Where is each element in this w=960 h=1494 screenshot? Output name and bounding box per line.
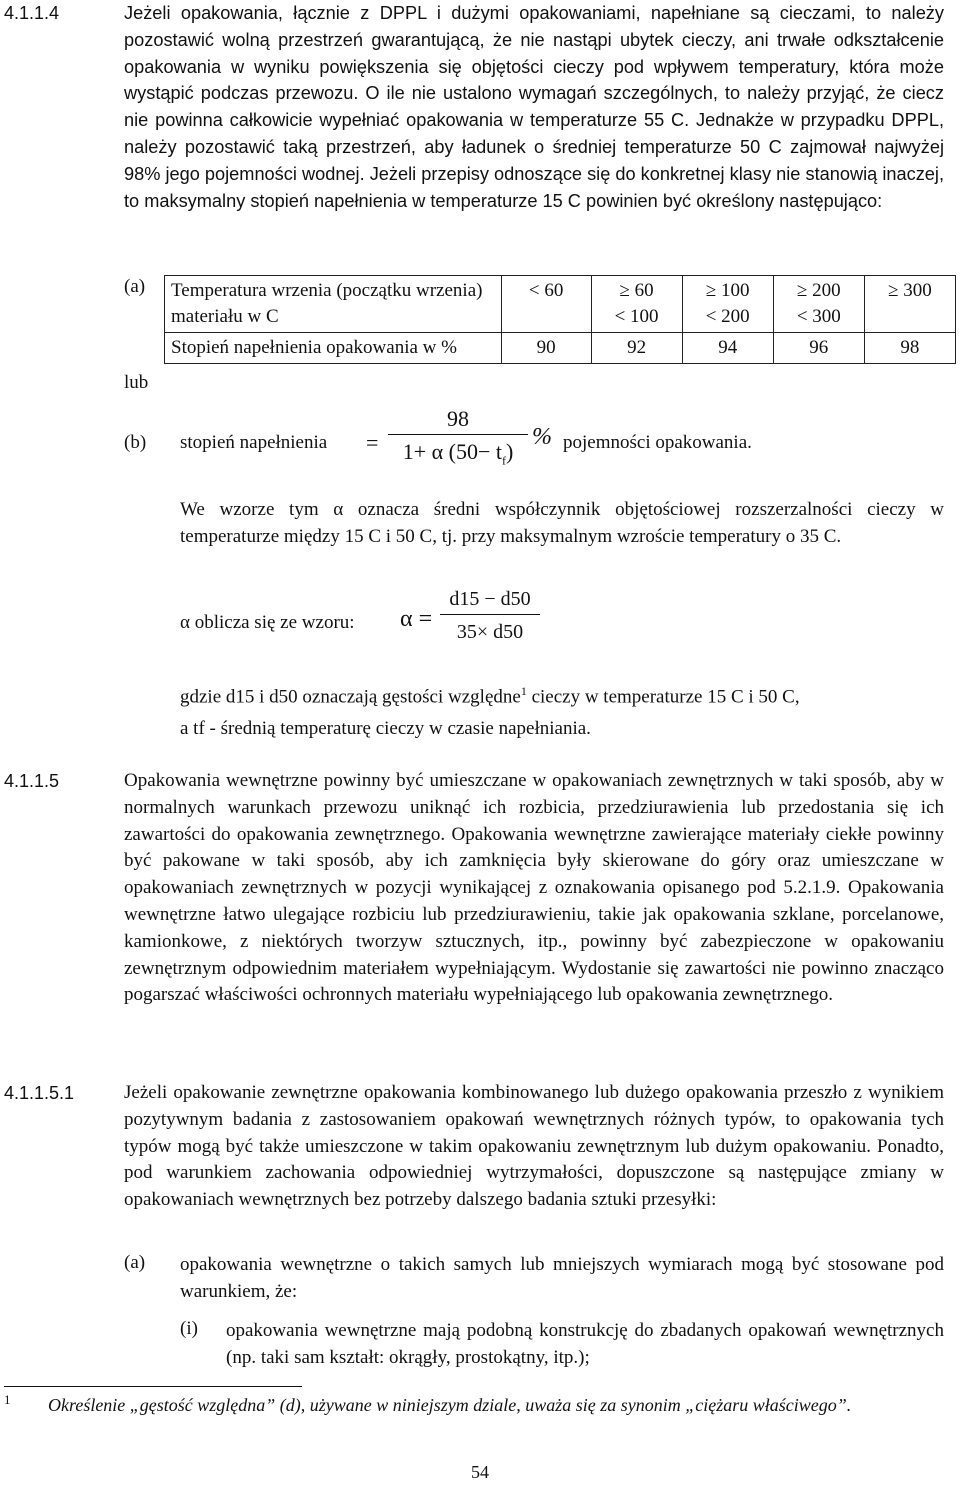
alpha-formula-prefix: α oblicza się ze wzoru: — [180, 612, 355, 633]
table-cell: 98 — [864, 333, 955, 364]
table-cell: ≥ 300 — [864, 276, 955, 333]
footnote-divider — [4, 1386, 302, 1387]
formula-denominator: 1+ α $(50- t_f)$ — [388, 434, 528, 477]
formula-percent: % — [532, 424, 552, 450]
alpha-explanation: We wzorze tym α oznacza średni współczynnik objętościowej rozszerzalności cieczy w temperaturze między 15 C i 50 C, tj. przy maksymalnym wzroście temperatury o 35 C. — [180, 499, 944, 547]
formula-numerator: 98 — [447, 406, 469, 431]
section-text: Jeżeli opakowanie zewnętrzne opakowania kombinowanego lub dużego opakowania przeszło z wynikiem pozytywnym badania z zastosowaniem opakowań wewnętrznych różnych typów, to opakowania tych typów mogą być także umieszczone w takim opakowaniu zewnętrznym lub dużym opakowaniu. Ponadto, pod warunkiem zachowania odpowiedniej wytrzymałości, dopuszczone są następujące zmiany w opakowaniach wewnętrznych bez potrzeby dalszego badania sztuki przesyłki: — [124, 1082, 944, 1211]
fill-degree-table — [164, 275, 956, 364]
section-text: Jeżeli opakowania, łącznie z DPPL i dużymi opakowaniami, napełniane są cieczami, to należy pozostawić wolną przestrzeń gwarantującą, że nie nastąpi ubytek cieczy, ani trwałe odkształcenie opakowania w wyniku powiększenia się objętości cieczy pod wpływem temperatury, która może wystąpić podczas przewozu. O ile nie ustalono wymagań szczególnych, to należy przyjąć, że ciecz nie powinna całkowicie wypełniać opakowania w temperaturze 55 C. Jednakże w przypadku DPPL, należy pozostawić taką przestrzeń, aby ładunek o średniej temperaturze 50 C zajmował najwyżej 98% jego pojemności wodnej. Jeżeli przepisy odnoszące się do konkretnej klasy nie stanowią inaczej, to maksymalny stopień napełnienia w temperaturze 15 C powinien być określony następująco: — [124, 3, 944, 211]
table-cell: 92 — [591, 333, 682, 364]
formula-fraction — [388, 404, 528, 477]
option-a-label: (a) — [124, 276, 146, 297]
table-cell: 94 — [682, 333, 773, 364]
table-cell: 90 — [501, 333, 591, 364]
table-row — [165, 333, 956, 364]
list-i-text: opakowania wewnętrzne mają podobną konstrukcję do zbadanych opakowań wewnętrznych (np. taki sam kształt: okrągły, prostokątny, itp.); — [226, 1320, 944, 1368]
list-a-text: opakowania wewnętrzne o takich samych lub mniejszych wymiarach mogą być stosowane pod warunkiem, że: — [180, 1254, 944, 1302]
option-or-label: lub — [124, 372, 149, 393]
section-number: 4.1.1.4 — [4, 3, 60, 23]
alpha-numerator: d15 − d50 — [449, 588, 531, 610]
formula-suffix: pojemności opakowania. — [563, 432, 752, 453]
table-cell: Stopień napełnienia opakowania w % — [165, 333, 502, 364]
footnote-text: Określenie „gęstość względna” (d), używane w niniejszym dziale, uważa się za synonim „ciężaru właściwego”. — [48, 1395, 852, 1415]
alpha-fraction — [440, 584, 540, 649]
formula-lhs: stopień napełnienia — [180, 432, 328, 453]
formula-equals: = — [366, 430, 379, 455]
footnote-ref: 1 — [520, 684, 527, 698]
section-text: Opakowania wewnętrzne powinny być umieszczane w opakowaniach zewnętrznych w taki sposób, aby w normalnych warunkach przewozu uniknąć ich rozbicia, przedziurawienia lub przedostania się ich zawartości do opakowania zewnętrznego. Opakowania wewnętrzne zawierające materiały ciekłe powinny być pakowane w taki sposób, aby ich zamknięcia były skierowane do góry oraz umieszczane w opakowaniach zewnętrznych w pozycji wynikającej z oznakowania opisanego pod 5.2.1.9. Opakowania wewnętrzne łatwo ulegające rozbiciu lub przedziurawieniu, takie jak opakowania szklane, porcelanowe, kamionkowe, z niektórych tworzyw sztucznych, itp., powinny być zabezpieczone w opakowaniu zewnętrznym odpowiednim materiałem wypełniającym. Wydostanie się zawartości nie powinno znacząco pogarszać właściwości ochronnych materiału wypełniającego lub opakowania zewnętrznego. — [124, 770, 944, 1006]
density-explanation: gdzie d15 i d50 oznaczają gęstości względne$^1$ cieczy w temperaturze 15 C i 50 C, — [180, 684, 800, 708]
alpha-denominator: 35× d50 — [440, 614, 540, 649]
table-cell: ≥ 60 < 100 — [591, 276, 682, 333]
alpha-formula-lhs: α = — [400, 606, 433, 632]
table-cell: ≥ 100 < 200 — [682, 276, 773, 333]
table-cell: ≥ 200 < 300 — [773, 276, 864, 333]
list-i-label: (i) — [180, 1318, 198, 1339]
section-number: 4.1.1.5 — [4, 771, 60, 791]
page-number: 54 — [471, 1462, 489, 1482]
table-row — [165, 276, 956, 333]
footnote-mark: 1 — [4, 1392, 11, 1407]
table-cell: Temperatura wrzenia (początku wrzenia) materiału w C — [165, 276, 502, 333]
tf-explanation: a tf - średnią temperaturę cieczy w czasie napełniania. — [180, 718, 591, 739]
list-a-label: (a) — [124, 1252, 146, 1273]
table-cell: 96 — [773, 333, 864, 364]
table-cell: < 60 — [501, 276, 591, 333]
section-number: 4.1.1.5.1 — [4, 1083, 75, 1103]
option-b-label: (b) — [124, 432, 147, 453]
fill-formula — [180, 432, 327, 454]
